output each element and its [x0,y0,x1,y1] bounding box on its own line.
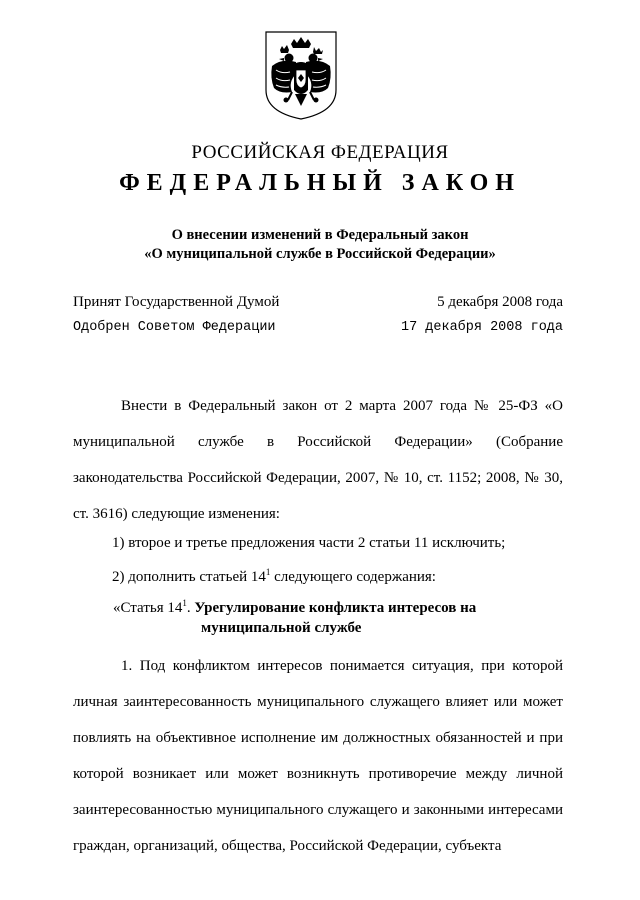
article-number-dot: . [186,600,191,616]
country-heading: РОССИЙСКАЯ ФЕДЕРАЦИЯ [191,142,449,163]
law-title [0,226,640,264]
duma-date: 5 декабря 2008 года [437,294,563,310]
article-title-line1: Урегулирование конфликта интересов на [194,600,477,616]
list-item-2 [112,569,436,586]
list-item-2-suffix: следующего содержания: [270,569,436,585]
article-title-line2: муниципальной службе [201,620,362,636]
duma-label: Принят Государственной Думой [73,294,280,310]
article-heading [113,598,476,638]
clause-1-paragraph: 1. Под конфликтом интересов понимается ситуация, при которой личная заинтересованность муниципального служащего влияет или может повлиять на объективное исполнение им должностных обязанностей и при которой возникает или может возникнуть противоречие между личной заинтересованностью муниципального служащего и законными интересами граждан, организаций, общества, Российской Федерации, субъекта [73,658,563,854]
intro-paragraph: Внести в Федеральный закон от 2 марта 2007 года № 25-ФЗ «О муниципальной службе в Российской Федерации» (Собрание законодательства Российской Федерации, 2007, № 10, ст. 1152; 2008, № 30, ст. 3616) следующие изменения: [73,398,563,522]
article-number: «Статья 14 [113,600,183,616]
adoption-duma-row [73,294,563,311]
council-date: 17 декабря 2008 года [400,320,563,335]
list-item-2-sup: 1 [265,567,271,577]
adoption-council-row [73,320,563,335]
list-item-1: 1) второе и третье предложения части 2 статьи 11 исключить; [112,535,506,551]
document-type-heading: ФЕДЕРАЛЬНЫЙ ЗАКОН [119,170,521,196]
law-title-line1: О внесении изменений в Федеральный закон [171,227,469,243]
coat-of-arms-emblem [262,28,340,122]
article-number-sup: 1 [182,598,187,608]
law-title-line2: «О муниципальной службе в Российской Федерации» [144,246,496,262]
list-item-2-prefix: 2) дополнить статьей 14 [112,569,266,585]
council-label: Одобрен Советом Федерации [73,320,276,335]
